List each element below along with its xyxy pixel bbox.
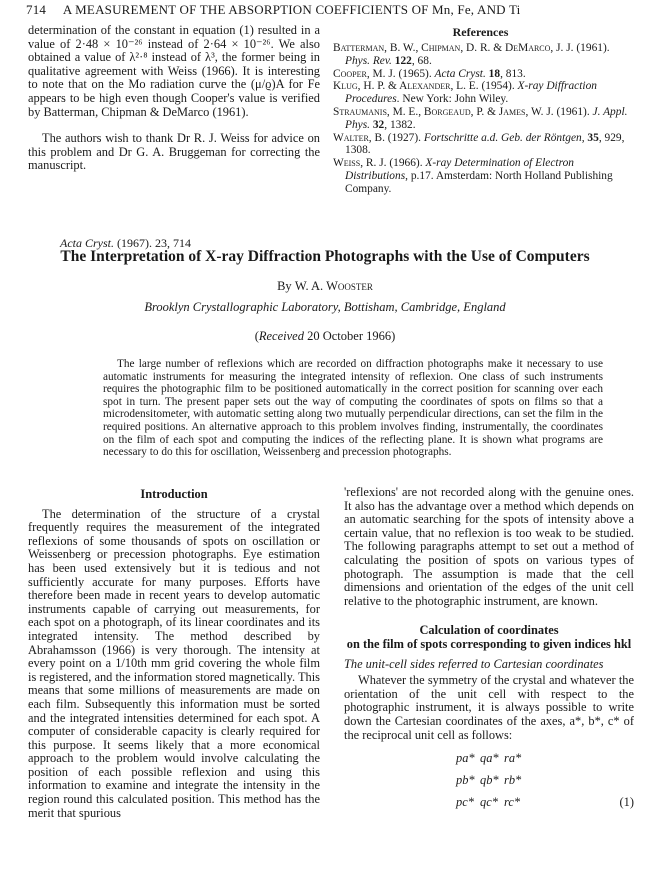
reference-authors: Walter, B. — [333, 131, 385, 144]
reference-item — [333, 132, 628, 158]
references-list — [333, 42, 628, 196]
unit-cell-subheading: The unit-cell sides referred to Cartesian coordinates — [344, 656, 604, 671]
abstract: The large number of reflexions which are recorded on diffraction photographs make it necessary to use automatic instruments for measuring the integrated intensity of reflexion. One class of such instruments requires the photographic film to be positioned automatically in the correct position for scanning over each spot in turn. The present paper sets out the way of computing the coordinates of spots on films so that a microdensitometer, with automatic setting along two mutually perpendicular directions, can set the film in the required positions. An alternative approach to this problem involves finding, instrumentally, the coordinates on the film of each spot and computing the indices of the reflecting plane. It is shown what programs are necessary to do this for oscillation, Weissenberg and precession photographs. — [103, 358, 603, 459]
citation-volume: (1967). 23, 714 — [117, 236, 191, 250]
reference-authors: Batterman, B. W., Chipman, D. R. & DeMarco, J. J. — [333, 42, 574, 54]
reference-year: (1927). — [384, 131, 424, 144]
reference-pages: , 929, 1308. — [345, 131, 625, 157]
matrix-cell: qc* — [480, 795, 498, 810]
reference-item — [333, 68, 628, 81]
reference-year: (1961). — [573, 42, 610, 54]
reference-item — [333, 42, 628, 68]
citation-journal: Acta Cryst. — [60, 236, 114, 250]
reference-year: (1966). — [386, 157, 426, 170]
calc-heading-line1: Calculation of coordinates — [419, 623, 559, 638]
reference-volume: 18 — [485, 67, 501, 80]
reference-pages: , p.17. Amsterdam: North Holland Publishing Company. — [345, 169, 613, 195]
previous-paper-conclusion — [28, 24, 320, 173]
page-number: 714 — [26, 2, 47, 17]
matrix-cell: rb* — [504, 773, 522, 788]
reference-item — [333, 157, 628, 195]
reference-authors: Weiss, R. J. — [333, 157, 387, 170]
reference-volume: 122 — [391, 54, 412, 67]
cartesian-paragraph: Whatever the symmetry of the crystal and whatever the orientation of the unit cell with respect to the photographic instrument, it is always possible to write down the Cartesian coordinates of the axes, a*, b*, c* of the reciprocal unit cell as follows: — [344, 673, 634, 742]
matrix-cell: qb* — [480, 773, 499, 788]
reference-item — [333, 106, 628, 132]
running-header — [26, 2, 636, 18]
references-section — [333, 25, 628, 196]
reference-authors: Straumanis, M. E., Borgeaud, P. & James, W. J. — [333, 105, 554, 118]
article-title: The Interpretation of X-ray Diffraction Photographs with the Use of Computers — [60, 248, 590, 265]
matrix-cell: pc* — [456, 795, 474, 810]
reference-authors: Cooper, M. J. — [333, 67, 396, 80]
reference-journal: Phys. Rev. — [345, 54, 392, 67]
references-heading: References — [452, 25, 509, 39]
reference-item — [333, 80, 628, 106]
reference-pages: , 68. — [411, 54, 432, 67]
reference-journal: X-ray Determination of Electron Distributions — [345, 157, 574, 182]
reference-volume: 32 — [370, 118, 385, 131]
reference-journal: X-ray Diffraction Procedures — [345, 80, 597, 106]
received-label: Received — [258, 329, 304, 343]
introduction-heading: Introduction — [140, 487, 208, 501]
introduction-text: The determination of the structure of a crystal frequently requires the measurement of the integrated reflexions of some thousands of spots on oscillation or Weissenberg or precession photographs. Eye estimation has been used extensively but it is tedious and not sufficiently accurate for many purposes. Efforts have therefore been made in recent years to develop automatic instruments capable of carrying out measurements, for each spot on a photograph, of its linear coordinates and its integrated intensity. The method described by Abrahamsson (1966) is very thorough. The intensity at every point on a 1/10th mm grid covering the whole film is registered, and the information stored magnetically. This means that some millions of measurements are made on each film. Subsequently this information must be sorted and the integrated intensities determined for each spot. A computer of considerable capacity is clearly required for this purpose. It seems likely that a more economical approach to the problem would involve calculating the position of each possible reflexion and using this information to examine and integrate the intensity in the region round this calculated position. This method has the merit that spurious — [28, 506, 320, 820]
matrix-cell: ra* — [504, 751, 522, 766]
matrix-cell: qa* — [480, 751, 499, 766]
right-column — [344, 486, 634, 824]
reference-journal: J. Appl. Phys. — [345, 105, 628, 131]
author-name: W. A. Wooster — [294, 279, 373, 293]
calc-heading-line2: on the film of spots corresponding to given indices hkl — [346, 636, 632, 651]
received-date: (Received 20 October 1966) — [254, 329, 396, 343]
reference-journal: Acta Cryst. — [434, 67, 486, 80]
matrix-cell: pb* — [456, 773, 475, 788]
reference-authors: Klug, H. P. & Alexander, L. E. — [333, 80, 479, 93]
reference-volume: 35 — [584, 131, 599, 144]
introduction-section — [28, 488, 320, 820]
article-author — [0, 279, 650, 294]
acknowledgement-paragraph: The authors wish to thank Dr R. J. Weiss for advice on this problem and Dr G. A. Bruggeman for correcting the manuscript. — [28, 131, 320, 173]
equation-number: (1) — [619, 795, 634, 810]
running-title: A MEASUREMENT OF THE ABSORPTION COEFFICIENTS OF Mn, Fe, AND Ti — [62, 2, 521, 17]
coordinate-matrix — [344, 752, 634, 824]
continuation-text: 'reflexions' are not recorded along with the genuine ones. It also has the advantage over a method which depends on an automatic searching for the spots of intensity above a certain value, that no reflexion is too weak to be studied. The following paragraphs attempt to set out a method of calculating the position of spots on various types of photograph. The assumption is made that the cell dimensions and orientation of the edges of the unit cell relative to the photographic instrument, are known. — [344, 485, 634, 608]
received-date-value: 20 October 1966 — [307, 329, 392, 343]
matrix-cell: rc* — [504, 795, 521, 810]
author-affiliation: Brooklyn Crystallographic Laboratory, Bottisham, Cambridge, England — [144, 300, 506, 314]
reference-year: (1954). — [478, 80, 518, 93]
reference-pages: . New York: John Wiley. — [396, 93, 509, 106]
reference-year: (1965). — [395, 67, 435, 80]
matrix-cell: pa* — [456, 751, 475, 766]
conclusion-paragraph: determination of the constant in equation (1) resulted in a value of 2·48 × 10⁻²⁶ instead of 2·64 × 10⁻²⁶. We also obtained a value of λ²·⁸ instead of λ³, the former being in qualitative agreement with Weiss (1966). It is interesting to note that on the Mo radiation curve the (μ/ϱ)A for Fe appears to be high even though Cooper's value is verified by Batterman, Chipman & DeMarco (1961). — [28, 23, 320, 119]
author-prefix: By — [277, 279, 292, 293]
reference-pages: , 813. — [500, 67, 526, 80]
reference-journal: Fortschritte a.d. Geb. der Röntgen, — [423, 131, 585, 144]
reference-year: (1961). — [553, 105, 593, 118]
reference-pages: , 1382. — [384, 118, 416, 131]
